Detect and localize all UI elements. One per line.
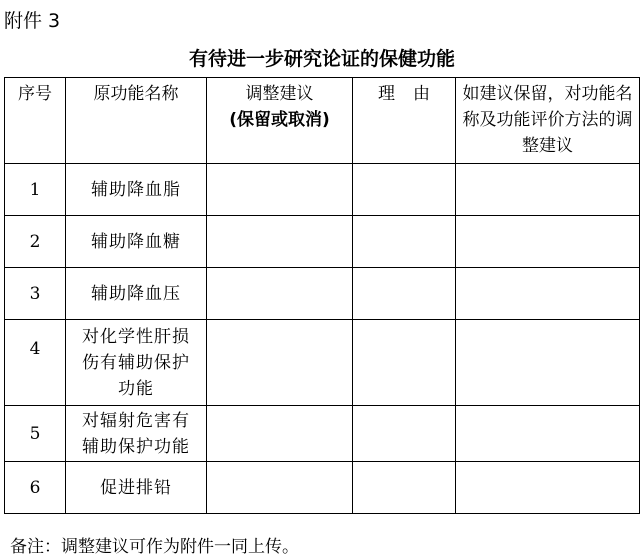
row-adjust-cell bbox=[207, 320, 353, 406]
header-adjust-main: 调整建议 bbox=[245, 84, 314, 104]
table-row bbox=[5, 320, 640, 406]
row-seq: 4 bbox=[5, 320, 66, 406]
row-suggestion-cell bbox=[456, 320, 640, 406]
table-row bbox=[5, 462, 640, 514]
table-row bbox=[5, 268, 640, 320]
row-function-name: 辅助降血压 bbox=[66, 268, 207, 320]
header-original-name: 原功能名称 bbox=[66, 78, 207, 164]
row-suggestion-cell bbox=[456, 268, 640, 320]
row-reason-cell bbox=[353, 406, 456, 462]
row-seq: 5 bbox=[5, 406, 66, 462]
function-table bbox=[4, 77, 640, 514]
row-suggestion-cell bbox=[456, 406, 640, 462]
table-row bbox=[5, 406, 640, 462]
row-reason-cell bbox=[353, 216, 456, 268]
table-row bbox=[5, 216, 640, 268]
row-reason-cell bbox=[353, 164, 456, 216]
row-suggestion-cell bbox=[456, 462, 640, 514]
header-seq: 序号 bbox=[5, 78, 66, 164]
footnote: 备注：调整建议可作为附件一同上传。 bbox=[10, 537, 299, 557]
row-function-name: 辅助降血糖 bbox=[66, 216, 207, 268]
row-adjust-cell bbox=[207, 216, 353, 268]
table-row bbox=[5, 164, 640, 216]
table-header-row bbox=[5, 78, 640, 164]
row-seq: 1 bbox=[5, 164, 66, 216]
attachment-label: 附件 3 bbox=[4, 10, 61, 32]
row-reason-cell bbox=[353, 268, 456, 320]
row-reason-cell bbox=[353, 462, 456, 514]
header-reason-label: 理由 bbox=[378, 84, 448, 104]
header-reason bbox=[353, 78, 456, 164]
row-reason-cell bbox=[353, 320, 456, 406]
row-adjust-cell bbox=[207, 164, 353, 216]
row-seq: 6 bbox=[5, 462, 66, 514]
row-suggestion-cell bbox=[456, 216, 640, 268]
row-adjust-cell bbox=[207, 406, 353, 462]
row-function-name: 辅助降血脂 bbox=[66, 164, 207, 216]
header-adjust-sub: (保留或取消) bbox=[229, 110, 330, 130]
row-seq: 3 bbox=[5, 268, 66, 320]
row-function-name: 促进排铅 bbox=[66, 462, 207, 514]
row-function-name: 对化学性肝损伤有辅助保护功能 bbox=[66, 320, 207, 406]
document-title: 有待进一步研究论证的保健功能 bbox=[188, 48, 455, 70]
row-adjust-cell bbox=[207, 462, 353, 514]
row-adjust-cell bbox=[207, 268, 353, 320]
row-seq: 2 bbox=[5, 216, 66, 268]
row-function-name: 对辐射危害有辅助保护功能 bbox=[66, 406, 207, 462]
header-adjust bbox=[207, 78, 353, 164]
header-if-retained: 如建议保留，对功能名称及功能评价方法的调整建议 bbox=[456, 78, 640, 164]
row-suggestion-cell bbox=[456, 164, 640, 216]
